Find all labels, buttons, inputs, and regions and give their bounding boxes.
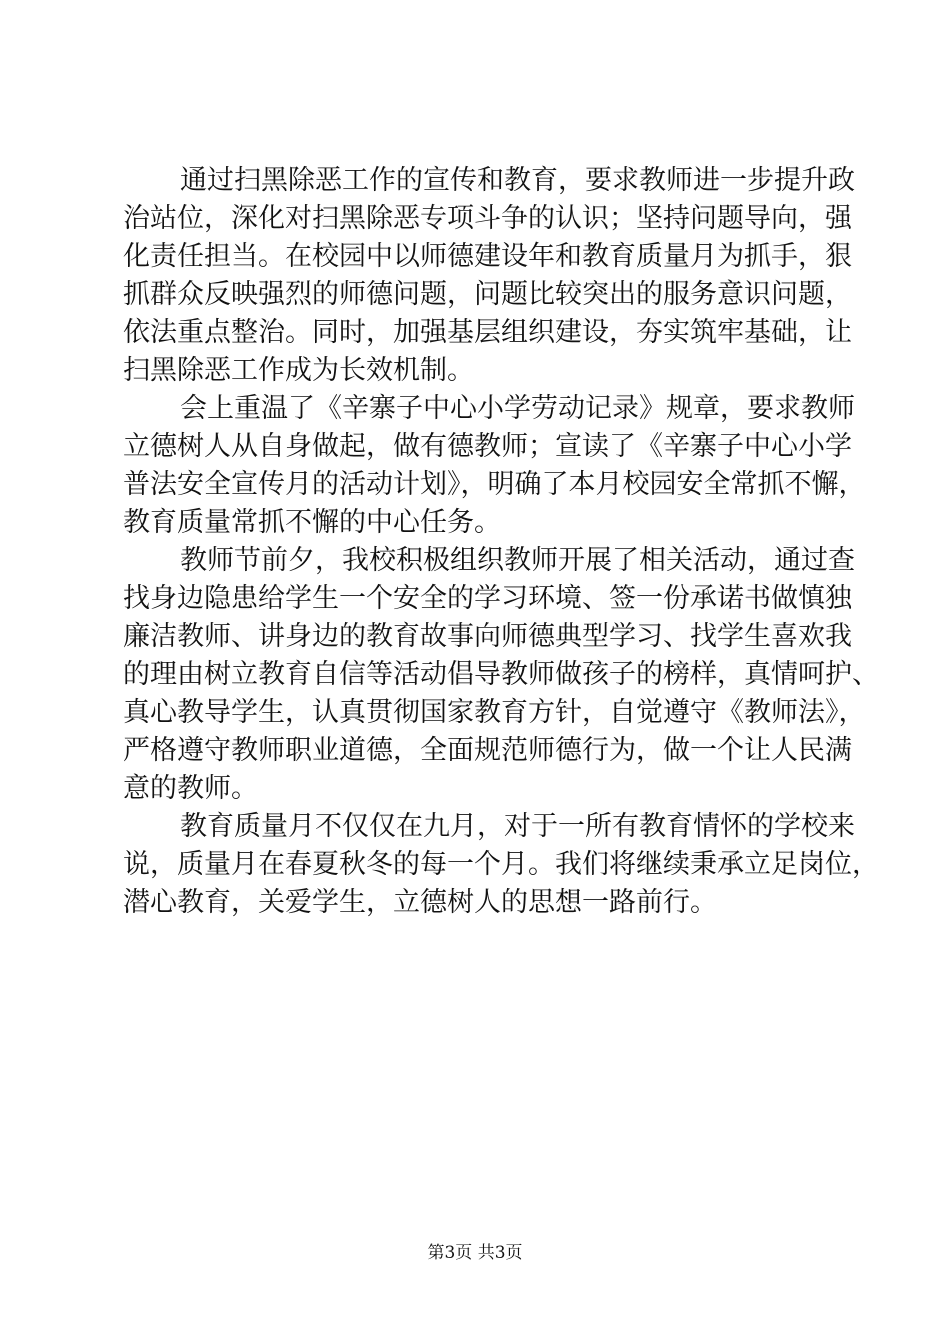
paragraph-3-line-3: 廉洁教师、讲身边的教育故事向师德典型学习、找学生喜欢我: [123, 621, 852, 652]
paragraph-1-line-1: 通过扫黑除恶工作的宣传和教育，要求教师进一步提升政: [180, 165, 855, 196]
paragraph-1-line-2: 治站位，深化对扫黑除恶专项斗争的认识；坚持问题导向，强: [123, 203, 852, 234]
paragraph-2-line-1: 会上重温了《辛寨子中心小学劳动记录》规章，要求教师: [180, 393, 855, 424]
paragraph-2-line-4: 教育质量常抓不懈的中心任务。: [123, 507, 501, 538]
paragraph-4-line-2: 说，质量月在春夏秋冬的每一个月。我们将继续秉承立足岗位，: [123, 849, 879, 880]
paragraph-3-line-7: 意的教师。: [123, 773, 258, 804]
paragraph-3-line-2: 找身边隐患给学生一个安全的学习环境、签一份承诺书做慎独: [123, 583, 852, 614]
paragraph-3-line-4: 的理由树立教育自信等活动倡导教师做孩子的榜样，真情呵护、: [123, 659, 879, 690]
paragraph-3-line-5: 真心教导学生，认真贯彻国家教育方针，自觉遵守《教师法》，: [123, 697, 866, 728]
paragraph-3-line-1: 教师节前夕，我校积极组织教师开展了相关活动，通过查: [180, 545, 855, 576]
paragraph-1-line-6: 扫黑除恶工作成为长效机制。: [123, 355, 474, 386]
paragraph-2-line-2: 立德树人从自身做起，做有德教师；宣读了《辛寨子中心小学: [123, 431, 852, 462]
paragraph-1-line-3: 化责任担当。在校园中以师德建设年和教育质量月为抓手，狠: [123, 241, 852, 272]
paragraph-4-line-1: 教育质量月不仅仅在九月，对于一所有教育情怀的学校来: [180, 811, 855, 842]
paragraph-1-line-5: 依法重点整治。同时，加强基层组织建设，夯实筑牢基础，让: [123, 317, 852, 348]
paragraph-3-line-6: 严格遵守教师职业道德，全面规范师德行为，做一个让人民满: [123, 735, 852, 766]
page-number-footer: 第3页 共3页: [427, 1243, 523, 1263]
paragraph-2-line-3: 普法安全宣传月的活动计划》，明确了本月校园安全常抓不懈，: [123, 469, 866, 500]
paragraph-4-line-3: 潜心教育，关爱学生，立德树人的思想一路前行。: [123, 887, 717, 918]
paragraph-1-line-4: 抓群众反映强烈的师德问题，问题比较突出的服务意识问题，: [123, 279, 852, 310]
